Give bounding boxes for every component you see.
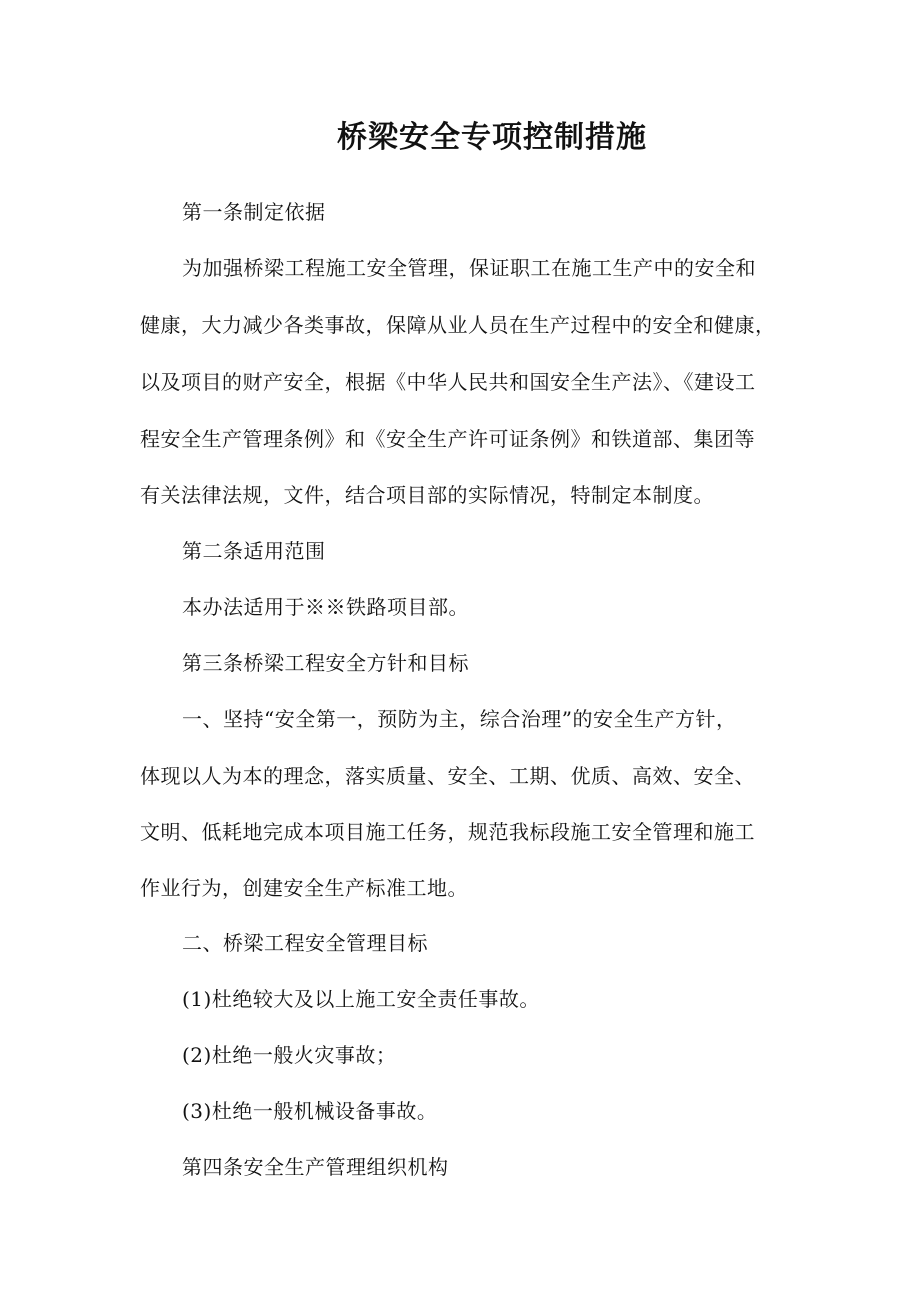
paragraph-line: 本办法适用于※※铁路项目部。: [182, 595, 469, 619]
document-title: 桥梁安全专项控制措施: [337, 120, 647, 155]
paragraph-line: 作业行为，创建安全生产标准工地。: [140, 876, 468, 900]
paragraph-line: 程安全生产管理条例》和《安全生产许可证条例》和铁道部、集团等: [140, 427, 755, 451]
article-1-heading: 第一条制定依据: [182, 200, 326, 224]
article-3-heading: 第三条桥梁工程安全方针和目标: [182, 651, 469, 675]
paragraph-line: 体现以人为本的理念，落实质量、安全、工期、优质、高效、安全、: [140, 764, 755, 788]
paragraph-line: 一、坚持“安全第一，预防为主，综合治理”的安全生产方针，: [182, 707, 737, 731]
paragraph-line: 以及项目的财产安全，根据《中华人民共和国安全生产法》、《建设工: [140, 370, 756, 394]
article-4-heading: 第四条安全生产管理组织机构: [182, 1155, 449, 1179]
list-item: (3)杜绝一般机械设备事故。: [182, 1099, 438, 1123]
paragraph-line: 有关法律法规，文件，结合项目部的实际情况，特制定本制度。: [140, 483, 714, 507]
list-item: (1)杜绝较大及以上施工安全责任事故。: [182, 987, 540, 1011]
article-2-heading: 第二条适用范围: [182, 539, 326, 563]
section-heading: 二、桥梁工程安全管理目标: [182, 931, 428, 955]
paragraph-line: 为加强桥梁工程施工安全管理，保证职工在施工生产中的安全和: [182, 256, 756, 280]
paragraph-line: 健康，大力减少各类事故，保障从业人员在生产过程中的安全和健康，: [140, 313, 776, 337]
paragraph-line: 文明、低耗地完成本项目施工任务，规范我标段施工安全管理和施工: [140, 820, 755, 844]
list-item: (2)杜绝一般火灾事故；: [182, 1043, 397, 1067]
